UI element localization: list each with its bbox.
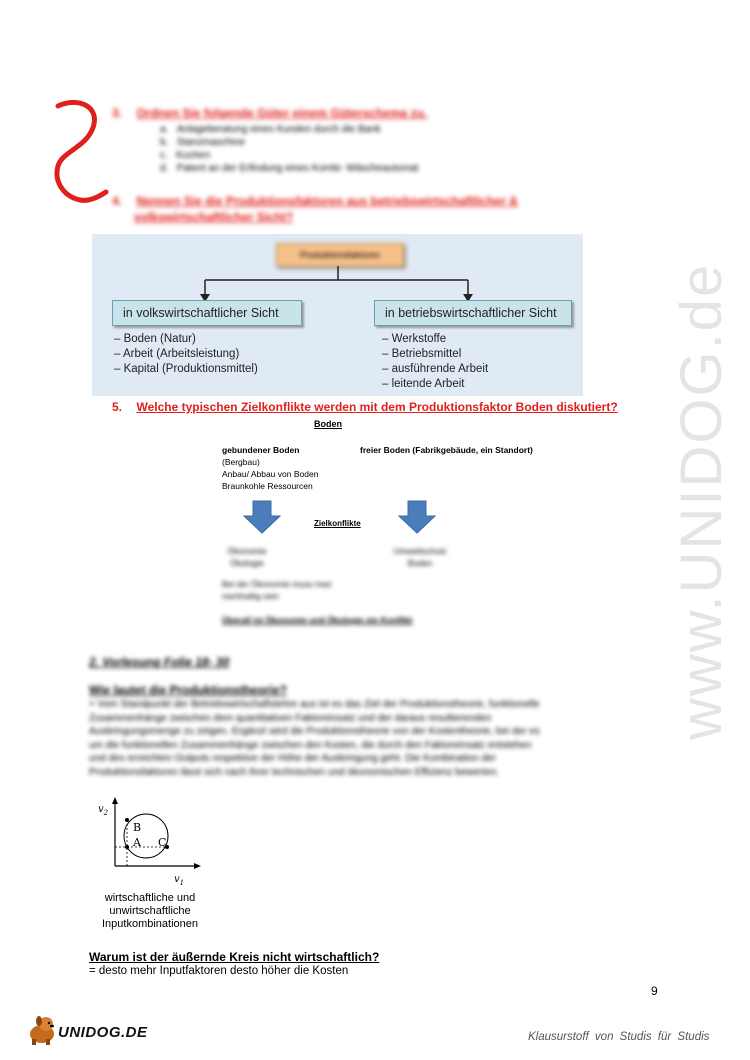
boden-left-line: Anbau/ Abbau von Boden <box>222 469 319 479</box>
input-combination-graph <box>94 796 204 888</box>
list-item: – Kapital (Produktionsmittel) <box>114 363 258 375</box>
q4-number: 4. <box>112 194 123 208</box>
list-item: – Werkstoffe <box>382 333 447 345</box>
q4-title-line2: volkswirtschaftlicher Sicht? <box>134 210 294 224</box>
list-item: – Boden (Natur) <box>114 333 196 345</box>
graph-point-c: C <box>158 836 167 849</box>
footer-tagline: Klausurstoff von Studis für Studis <box>528 1031 710 1043</box>
boden-left-line: Braunkohle Ressourcen <box>222 481 313 491</box>
q5-number: 5. <box>112 400 123 414</box>
dog-logo-icon <box>24 1014 60 1046</box>
final-question: Warum ist der äußernde Kreis nicht wirtschaftlich? <box>89 950 380 964</box>
q3-item: c. Kuchen <box>160 150 211 161</box>
red-scribble-mark <box>40 96 110 216</box>
diagram-right-list <box>382 332 488 392</box>
diagram-left-list <box>114 332 258 377</box>
watermark: www.UNIDOG.de <box>669 262 734 740</box>
list-item: – ausführende Arbeit <box>382 363 489 375</box>
graph-point-b: B <box>133 821 142 834</box>
zielkonflikte-label: Zielkonflikte <box>314 519 361 528</box>
boden-right-result: Umweltschutz Boden <box>393 546 447 568</box>
q3-title: Ordnen Sie folgende Güter einem Güterschema zu. <box>136 106 428 120</box>
boden-heading: Boden <box>314 419 342 429</box>
list-item: – Betriebsmittel <box>382 348 462 360</box>
down-arrow-icon <box>243 500 281 534</box>
list-item: – leitende Arbeit <box>382 378 465 390</box>
diagram-top-box: Produktionsfaktoren <box>276 243 404 267</box>
boden-left-line: (Bergbau) <box>222 457 260 467</box>
footer-logo: UNIDOG.DE <box>58 1024 148 1041</box>
question-5 <box>112 398 672 416</box>
down-arrow-icon <box>398 500 436 534</box>
final-answer: = desto mehr Inputfaktoren desto höher die Kosten <box>89 965 349 977</box>
lecture-question: Wie lautet die Produktionstheorie? <box>89 683 287 697</box>
question-4 <box>112 192 552 224</box>
boden-right-title: freier Boden (Fabrikgebäude, ein Standort) <box>360 445 533 455</box>
lecture-heading: 2. Vorlesung Folie 18- 30 <box>89 655 230 669</box>
boden-left-result: Ökonomie Ökologie <box>227 546 267 568</box>
boden-summary: Überall ist Ökonomie und Ökologie ein Konflikt <box>222 615 413 625</box>
diagram-left-box: in volkswirtschaftlicher Sicht <box>112 300 302 326</box>
q3-item: a. Anlageberatung eines Kunden durch die Bank <box>160 124 381 135</box>
lecture-paragraph: = Vom Standpunkt der Betriebswirtschaftslehre aus ist es das Ziel der Produktionstheorie, funktionelle Zusammenhänge zwischen dem quantitativen Faktoreinsatz und der daraus resultierenden Ausbringungsmenge zu zeigen. Ergänzt wird die Produktionstheorie von der Kostentheorie, bei der es um die funktionellen Zusammenhänge zwischen den Kosten, die durch den Faktoreinsatz entstehen und des erreichten Outputs respektive der Höhe der Ausbringung geht. Die Kombination der Produktionsfaktoren lässt sich nach ihrer technischen und ökonomischen Effizienz bewerten. <box>89 699 540 778</box>
graph-x-label: $v_1$ <box>174 874 185 887</box>
q4-title-line1: Nennen Sie die Produktionsfaktoren aus betriebswirtschaftlicher & <box>136 194 518 208</box>
q5-title: Welche typischen Zielkonflikte werden mit dem Produktionsfaktor Boden diskutiert? <box>136 400 618 414</box>
boden-left-block <box>222 444 318 492</box>
diagram-connectors <box>92 234 583 304</box>
diagram-right-box: in betriebswirtschaftlicher Sicht <box>374 300 572 326</box>
graph-caption: wirtschaftliche und unwirtschaftliche Inputkombinationen <box>101 892 198 930</box>
question-3 <box>112 104 532 175</box>
page-number: 9 <box>651 984 658 998</box>
boden-left-title: gebundener Boden <box>222 445 300 455</box>
list-item: – Arbeit (Arbeitsleistung) <box>114 348 240 360</box>
q3-item: b. Stanzmaschine <box>160 137 246 148</box>
q3-item: d. Patent an der Erfindung eines Kombi- Wäscheautomat <box>160 163 419 174</box>
boden-note: Bei der Ökonomie muss man nachhaltig sein <box>222 579 332 601</box>
graph-point-a: A <box>133 836 141 849</box>
graph-y-label: $v_2$ <box>98 804 109 817</box>
q3-number: 3. <box>112 106 123 120</box>
